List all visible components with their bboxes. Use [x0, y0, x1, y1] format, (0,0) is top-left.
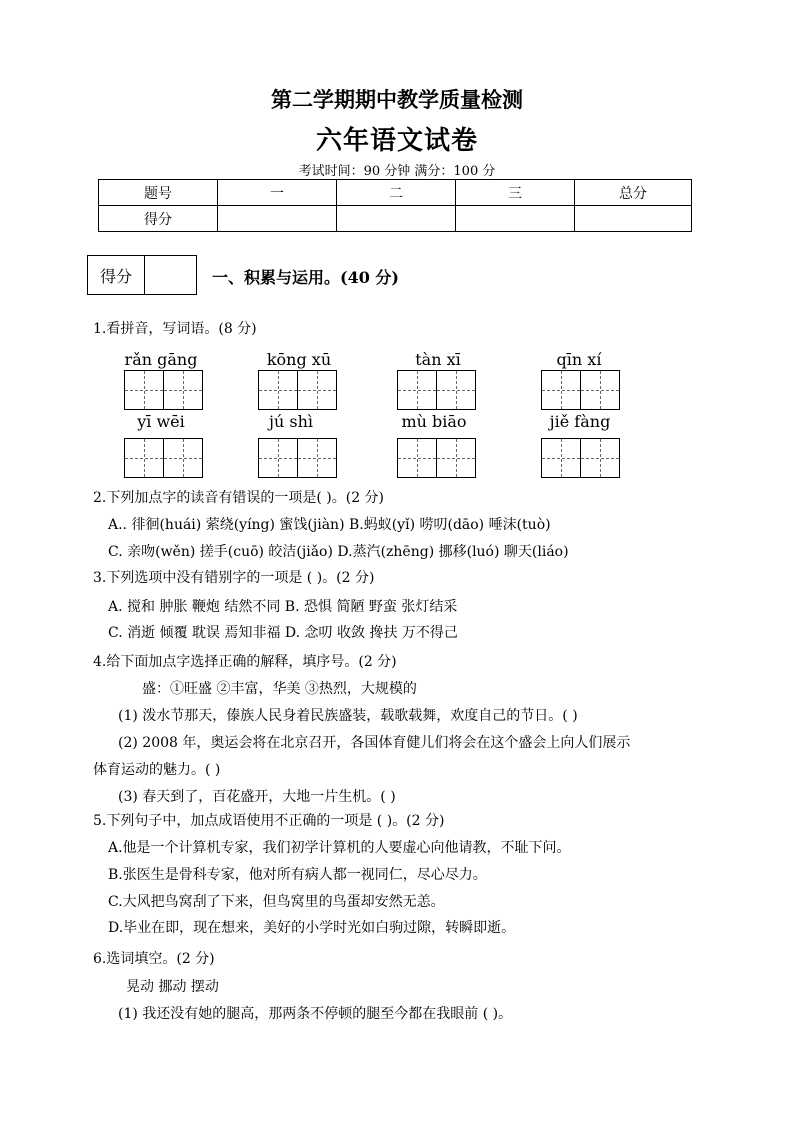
writing-cell[interactable]	[541, 370, 581, 410]
score-cell[interactable]	[456, 206, 575, 232]
score-table-header: 题号	[99, 180, 218, 206]
exam-info: 考试时间：90 分钟 满分：100 分	[298, 164, 496, 179]
writing-cell[interactable]	[258, 438, 298, 478]
score-cell[interactable]	[218, 206, 337, 232]
writing-cell[interactable]	[436, 438, 476, 478]
question-2-options-cd: C. 亲吻(wěn) 搓手(cuō) 皎洁(jiǎo) D.蒸汽(zhēng) 挪移(luó) 聊天(liáo)	[108, 544, 569, 560]
question-3-options-cd: C. 消逝 倾覆 耽误 焉知非福 D. 念叨 收敛 搀扶 万不得己	[108, 625, 458, 641]
question-4-item-3: (3) 春天到了，百花盛开，大地一片生机。( )	[118, 789, 396, 805]
question-5-option-b: B.张医生是骨科专家，他对所有病人都一视同仁，尽心尽力。	[108, 867, 487, 883]
question-4-prompt: 4.给下面加点字选择正确的解释，填序号。(2 分)	[93, 654, 397, 670]
question-4-item-1: (1) 泼水节那天，傣族人民身着民族盛装，载歌载舞，欢度自己的节日。( )	[118, 708, 578, 724]
writing-grid[interactable]	[397, 438, 476, 478]
section-score-box	[87, 255, 197, 295]
exam-title-line1: 第二学期期中教学质量检测	[271, 87, 523, 112]
writing-cell[interactable]	[297, 370, 337, 410]
writing-grid[interactable]	[124, 370, 203, 410]
writing-grid[interactable]	[124, 438, 203, 478]
writing-cell[interactable]	[297, 438, 337, 478]
writing-cell[interactable]	[436, 370, 476, 410]
writing-grid[interactable]	[541, 370, 620, 410]
writing-cell[interactable]	[397, 438, 437, 478]
question-5-option-c: C.大风把鸟窝刮了下来，但鸟窝里的鸟蛋却安然无恙。	[108, 894, 445, 910]
score-table-score-row	[99, 206, 692, 232]
score-cell[interactable]	[337, 206, 456, 232]
writing-grid[interactable]	[397, 370, 476, 410]
section-score-cell[interactable]	[145, 256, 196, 294]
pinyin-label: jiě fàng	[549, 412, 611, 431]
question-4-item-2: (2) 2008 年，奥运会将在北京召开，各国体育健儿们将会在这个盛会上向人们展示	[118, 735, 631, 751]
pinyin-label: mù biāo	[401, 412, 467, 431]
pinyin-label: yī wēi	[137, 412, 185, 431]
score-table	[98, 179, 692, 232]
question-3-prompt: 3.下列选项中没有错别字的一项是 ( )。(2 分)	[93, 570, 375, 586]
pinyin-label: qīn xí	[556, 350, 602, 369]
score-table-header: 三	[456, 180, 575, 206]
question-6-prompt: 6.选词填空。(2 分)	[93, 951, 215, 967]
pinyin-label: rǎn gāng	[124, 350, 198, 369]
writing-grid[interactable]	[258, 438, 337, 478]
question-6-word-bank: 晃动 挪动 摆动	[126, 979, 219, 995]
score-table-row-label: 得分	[99, 206, 218, 232]
exam-title-line2: 六年语文试卷	[315, 126, 478, 156]
writing-cell[interactable]	[258, 370, 298, 410]
question-2-options-ab: A.. 徘徊(huái) 萦绕(yíng) 蜜饯(jiàn) B.蚂蚁(yǐ) 唠叨(dāo) 唾沫(tuò)	[108, 517, 551, 533]
score-table-header: 二	[337, 180, 456, 206]
writing-grid[interactable]	[258, 370, 337, 410]
question-1-prompt: 1.看拼音，写词语。(8 分)	[93, 321, 257, 337]
writing-cell[interactable]	[580, 438, 620, 478]
score-table-header-row	[99, 180, 692, 206]
question-5-option-d: D.毕业在即，现在想来，美好的小学时光如白驹过隙，转瞬即逝。	[108, 920, 516, 936]
question-5-option-a: A.他是一个计算机专家，我们初学计算机的人要虚心向他请教，不耻下问。	[108, 840, 571, 856]
section-score-label: 得分	[88, 256, 145, 294]
question-2-prompt: 2.下列加点字的读音有错误的一项是( )。(2 分)	[93, 490, 385, 506]
writing-cell[interactable]	[580, 370, 620, 410]
writing-cell[interactable]	[397, 370, 437, 410]
pinyin-label: jú shì	[269, 412, 313, 431]
pinyin-label: tàn xī	[415, 350, 461, 369]
pinyin-label: kōng xū	[266, 350, 332, 369]
score-table-header: 总分	[575, 180, 692, 206]
writing-cell[interactable]	[124, 438, 164, 478]
writing-grid[interactable]	[541, 438, 620, 478]
writing-cell[interactable]	[163, 370, 203, 410]
question-4-definition: 盛：①旺盛 ②丰富，华美 ③热烈，大规模的	[142, 681, 417, 697]
question-4-item-2-cont: 体育运动的魅力。( )	[93, 762, 221, 778]
question-6-item-1: (1) 我还没有她的腿高，那两条不停顿的腿至今都在我眼前 ( )。	[118, 1006, 513, 1022]
section-heading: 一、积累与运用。(40 分)	[212, 268, 399, 287]
question-3-options-ab: A. 搅和 肿胀 鞭炮 结然不同 B. 恐惧 简陋 野蛮 张灯结采	[108, 599, 458, 615]
score-cell[interactable]	[575, 206, 692, 232]
writing-cell[interactable]	[163, 438, 203, 478]
question-5-prompt: 5.下列句子中，加点成语使用不正确的一项是 ( )。(2 分)	[93, 813, 445, 829]
score-table-header: 一	[218, 180, 337, 206]
writing-cell[interactable]	[124, 370, 164, 410]
writing-cell[interactable]	[541, 438, 581, 478]
